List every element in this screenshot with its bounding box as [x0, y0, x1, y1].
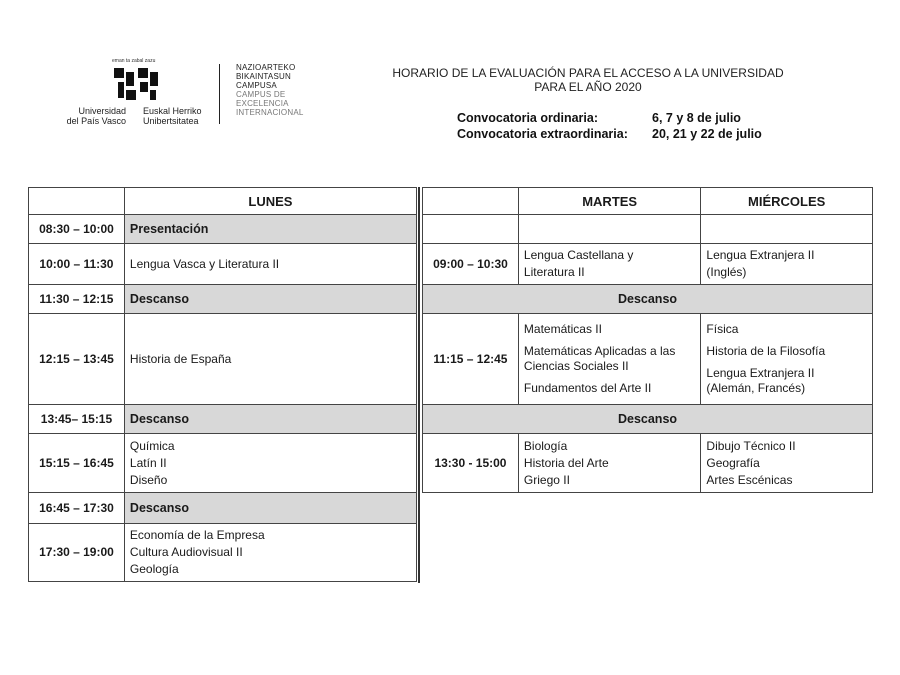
subject-cell	[518, 314, 700, 405]
subject-line: Biología	[523, 438, 568, 453]
break-cell: Descanso	[124, 285, 416, 314]
title-line-2: PARA EL AÑO 2020	[534, 80, 642, 94]
table-row	[423, 434, 873, 493]
subject-line: (Alemán, Francés)	[706, 381, 806, 395]
subject-cell	[518, 244, 700, 285]
empty-cell	[423, 188, 519, 215]
subject-line: Cultura Audiovisual II	[129, 545, 243, 559]
table-row	[29, 244, 417, 285]
subject-cell: Historia de España	[124, 314, 416, 405]
time-cell: 13:45– 15:15	[29, 405, 125, 434]
time-cell: 09:00 – 10:30	[423, 244, 519, 285]
subject-line: Historia del Arte	[523, 455, 609, 470]
subject-line: Matemáticas II	[523, 322, 602, 336]
time-cell: 11:15 – 12:45	[423, 314, 519, 405]
empty-cell	[518, 215, 700, 244]
time-cell: 16:45 – 17:30	[29, 493, 125, 524]
time-cell: 13:30 - 15:00	[423, 434, 519, 493]
subject-line: Dibujo Técnico II	[706, 438, 796, 453]
logo-university-eu-2: Unibertsitatea	[143, 116, 199, 126]
subject-cell	[701, 314, 873, 405]
subject-line: Artes Escénicas	[706, 472, 793, 487]
subject-cell	[124, 524, 416, 582]
time-cell: 15:15 – 16:45	[29, 434, 125, 493]
table-row	[423, 314, 873, 405]
table-row	[29, 314, 417, 405]
subject-line: Lengua Extranjera II	[706, 366, 815, 380]
table-row	[29, 493, 417, 524]
logo-university-es-2: del País Vasco	[66, 116, 126, 126]
table-row	[423, 405, 873, 434]
table-row	[423, 188, 873, 215]
subject-line: Lengua Extranjera II	[706, 248, 815, 262]
table-row	[29, 215, 417, 244]
day-header-martes: MARTES	[518, 188, 700, 215]
extraordinaria-dates: 20, 21 y 22 de julio	[652, 127, 762, 141]
presentation-cell: Presentación	[124, 215, 416, 244]
lunes-schedule-table	[28, 187, 417, 582]
subject-cell	[701, 434, 873, 493]
break-cell: Descanso	[423, 405, 873, 434]
subject-line: Latín II	[129, 455, 167, 470]
time-cell: 17:30 – 19:00	[29, 524, 125, 582]
subject-line: Matemáticas Aplicadas a las	[523, 344, 676, 358]
subject-line: Ciencias Sociales II	[523, 359, 629, 373]
title-line-1: HORARIO DE LA EVALUACIÓN PARA EL ACCESO A LA UNIVERSIDAD	[392, 66, 784, 80]
subject-cell	[518, 434, 700, 493]
break-cell: Descanso	[423, 285, 873, 314]
table-row	[423, 285, 873, 314]
subject-line: Economía de la Empresa	[129, 528, 265, 542]
subject-line: Diseño	[129, 472, 168, 487]
logo-divider	[219, 64, 220, 124]
ordinaria-dates: 6, 7 y 8 de julio	[652, 111, 741, 125]
table-row	[29, 524, 417, 582]
logo-university-es-1: Universidad	[78, 106, 126, 116]
table-separator	[418, 187, 420, 583]
subject-line: Literatura II	[523, 265, 585, 279]
break-cell: Descanso	[124, 493, 416, 524]
campus-line-5: EXCELENCIA	[236, 99, 289, 108]
subject-line: Física	[706, 322, 739, 336]
campus-line-4: CAMPUS DE	[236, 90, 286, 99]
campus-line-1: NAZIOARTEKO	[236, 63, 296, 72]
empty-cell	[423, 215, 519, 244]
empty-cell	[701, 215, 873, 244]
table-row	[423, 244, 873, 285]
subject-line: Geología	[129, 562, 179, 576]
table-row	[29, 434, 417, 493]
break-cell: Descanso	[124, 405, 416, 434]
time-cell: 10:00 – 11:30	[29, 244, 125, 285]
upv-ehu-emblem-icon	[112, 66, 160, 102]
time-cell: 12:15 – 13:45	[29, 314, 125, 405]
logo-motto: eman ta zabal zazu	[112, 58, 156, 64]
subject-line: Griego II	[523, 472, 570, 487]
subject-cell	[701, 244, 873, 285]
subject-line: Geografía	[706, 455, 760, 470]
day-header-lunes: LUNES	[124, 188, 416, 215]
time-cell: 11:30 – 12:15	[29, 285, 125, 314]
subject-cell: Lengua Vasca y Literatura II	[124, 244, 416, 285]
table-row	[29, 405, 417, 434]
subject-line: Química	[129, 438, 175, 453]
campus-line-3: CAMPUSA	[236, 81, 277, 90]
ordinaria-label: Convocatoria ordinaria:	[457, 111, 598, 125]
subject-cell	[124, 434, 416, 493]
subject-line: Fundamentos del Arte II	[523, 381, 652, 395]
table-row	[29, 188, 417, 215]
subject-line: Lengua Castellana y	[523, 248, 634, 262]
campus-line-2: BIKAINTASUN	[236, 72, 291, 81]
day-header-miercoles: MIÉRCOLES	[701, 188, 873, 215]
campus-line-6: INTERNACIONAL	[236, 108, 304, 117]
martes-miercoles-schedule-table	[422, 187, 873, 493]
subject-line: (Inglés)	[706, 265, 747, 279]
page-title	[370, 66, 806, 94]
extraordinaria-label: Convocatoria extraordinaria:	[457, 127, 628, 141]
logo-university-eu-1: Euskal Herriko	[143, 106, 202, 116]
table-row	[29, 285, 417, 314]
table-row	[423, 215, 873, 244]
time-cell: 08:30 – 10:00	[29, 215, 125, 244]
empty-cell	[29, 188, 125, 215]
subject-line: Historia de la Filosofía	[706, 344, 826, 358]
